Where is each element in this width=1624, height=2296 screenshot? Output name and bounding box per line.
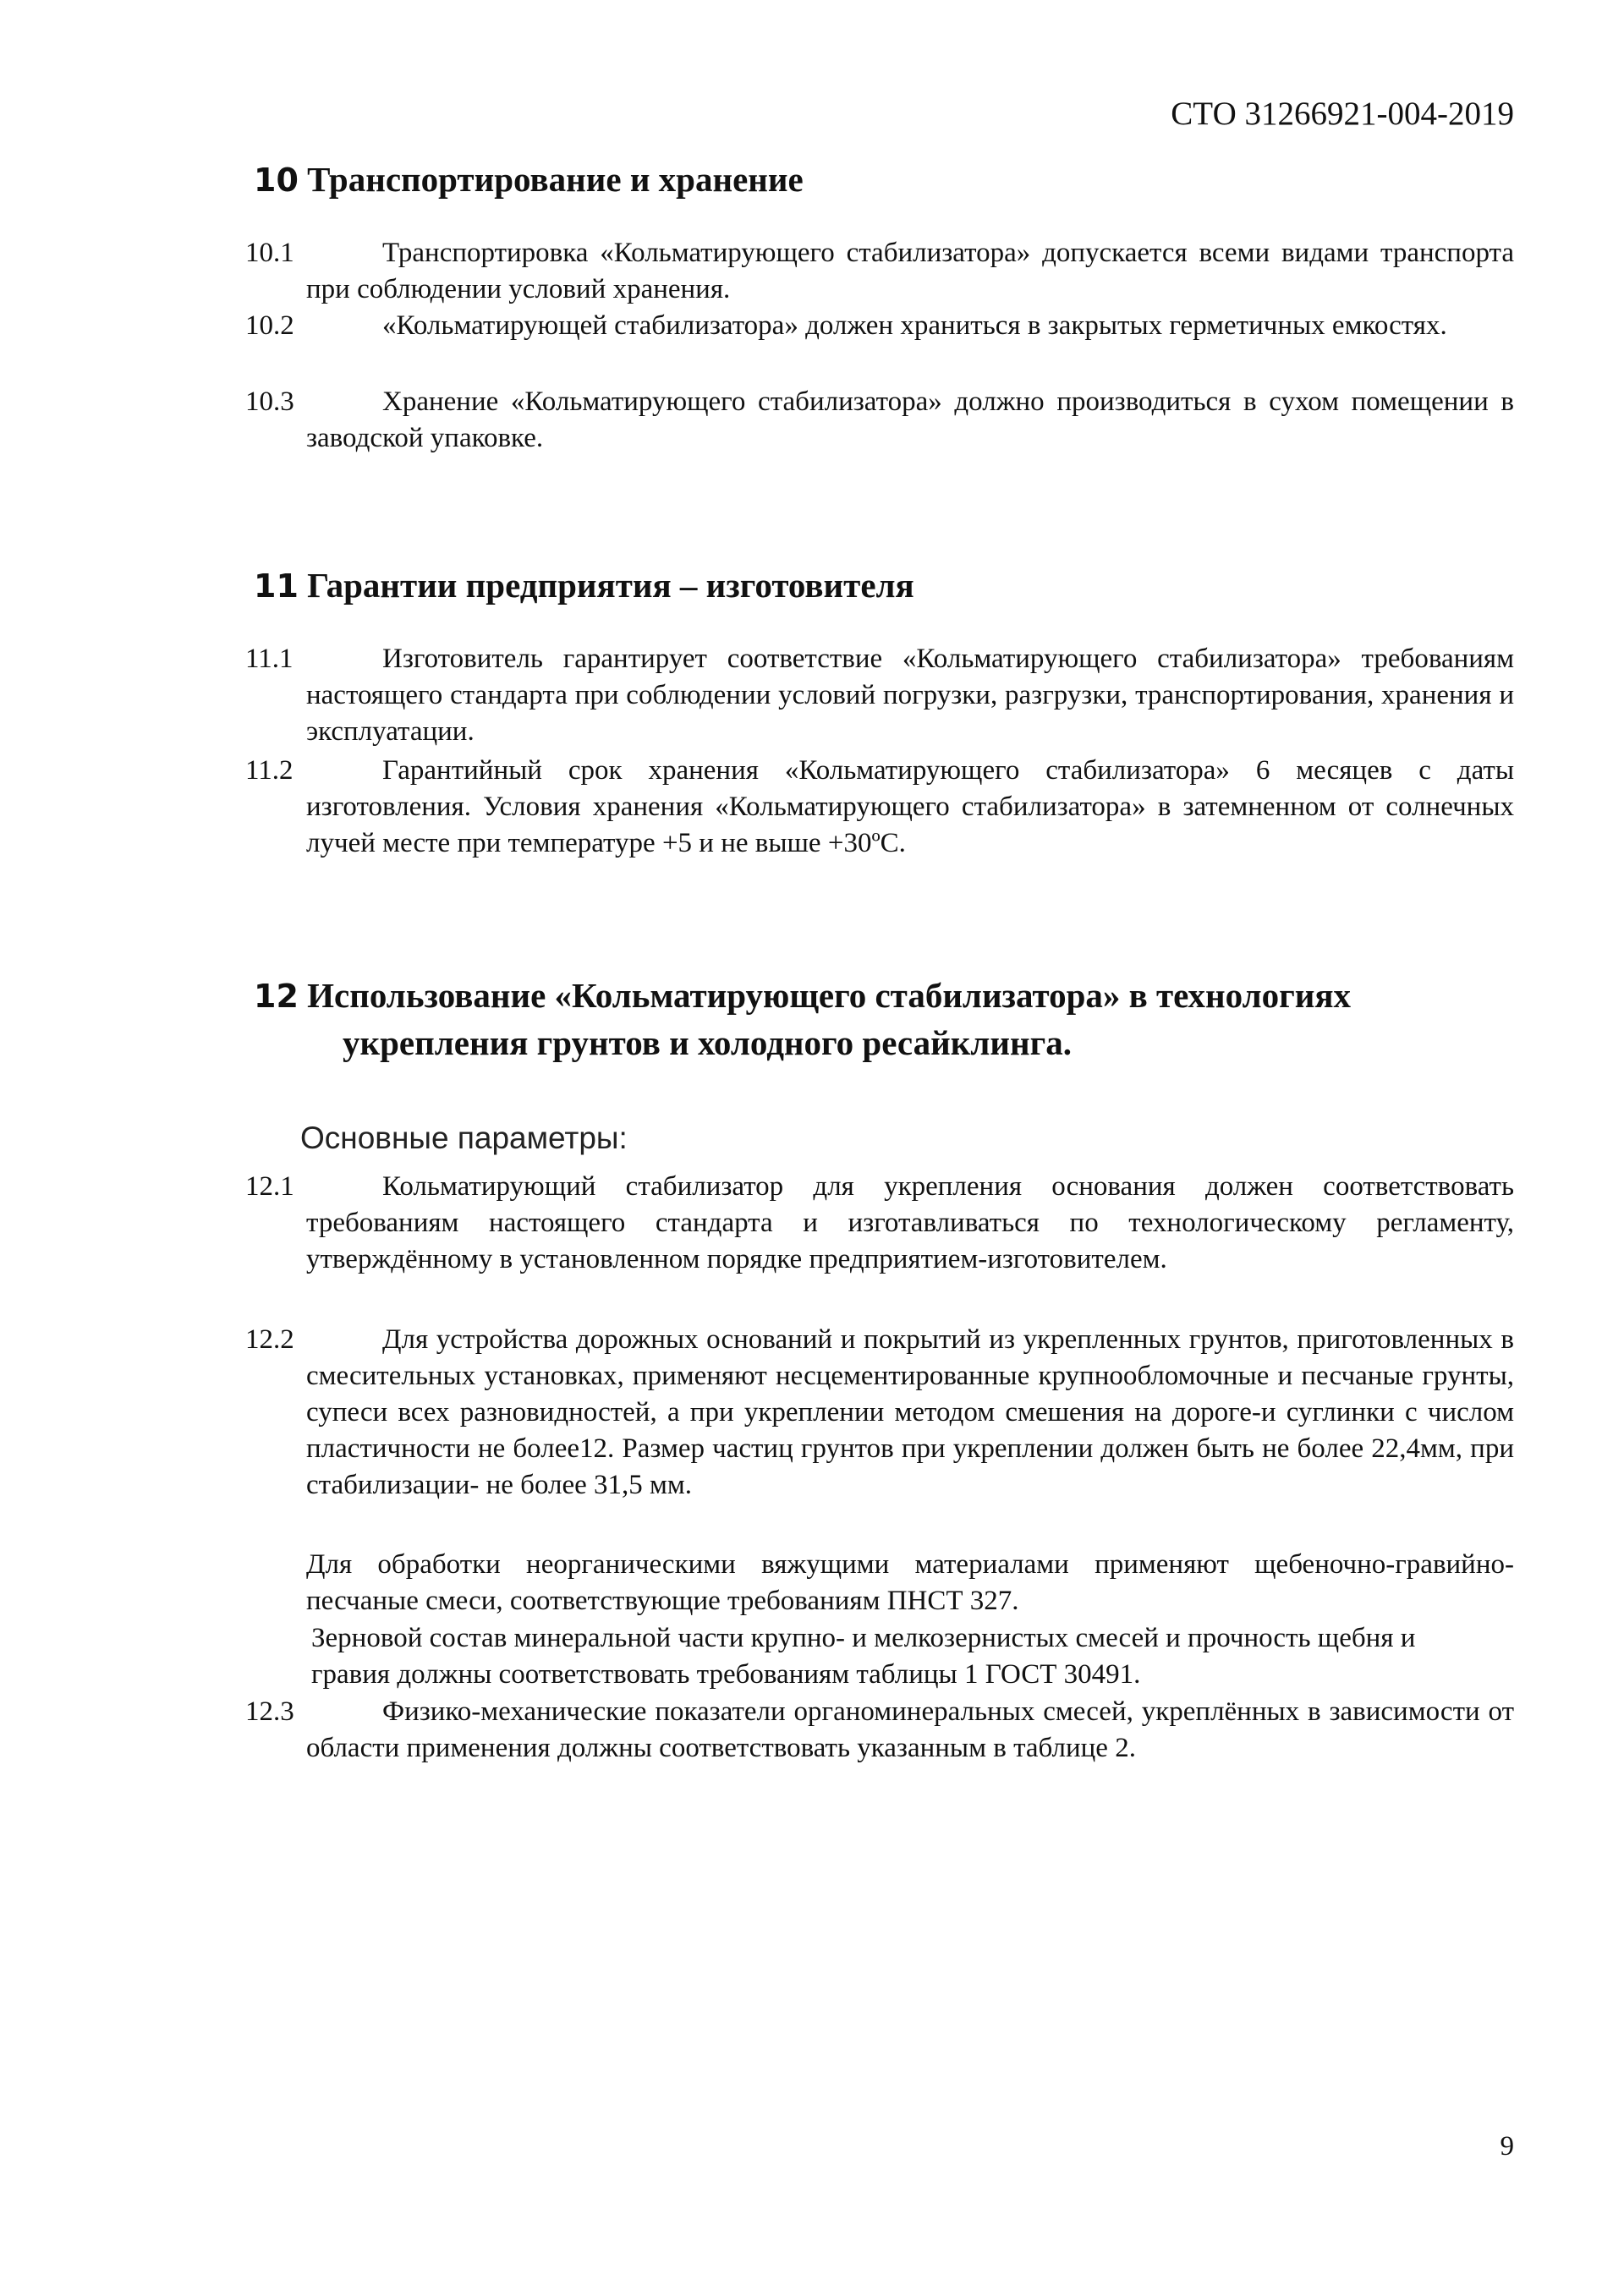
item-number: 10.2 bbox=[245, 310, 294, 341]
item-10-2 bbox=[245, 308, 1514, 344]
item-12-2 bbox=[245, 1322, 1514, 1504]
section-11-heading bbox=[254, 562, 914, 610]
item-12-3 bbox=[245, 1694, 1514, 1767]
document-code: СТО 31266921-004-2019 bbox=[1171, 96, 1514, 132]
item-number: 12.3 bbox=[245, 1696, 294, 1727]
item-number: 11.2 bbox=[245, 755, 294, 786]
item-11-1 bbox=[245, 641, 1514, 750]
section-10-heading bbox=[254, 156, 804, 204]
item-text: Транспортировка «Кольматирующего стабилизатора» допускается всеми видами транспорта при соблюдении условий хранения. bbox=[306, 238, 1514, 304]
item-text: Для устройства дорожных оснований и покрытий из укрепленных грунтов, приготовленных в смесительных установках, применяют несцементированные крупнообломочные и песчаные грунты, супеси всех разновидностей, а при укреплении методом смешения на дороге-и суглинки с числом пластичности не более12. Размер частиц грунтов при укреплении должен быть не более 22,4мм, при стабилизации- не более 31,5 мм. bbox=[306, 1324, 1514, 1500]
item-number: 10.3 bbox=[245, 386, 294, 417]
item-number: 10.1 bbox=[245, 238, 294, 268]
section-10-title: Транспортирование и хранение bbox=[307, 160, 804, 199]
paragraph-inorganic-binders: Для обработки неорганическими вяжущими материалами применяют щебеночно-гравийно-песчаные смеси, соответствующие требованиям ПНСТ 327. bbox=[306, 1549, 1514, 1616]
item-11-2 bbox=[245, 753, 1514, 862]
section-10-number: 10 bbox=[254, 162, 299, 199]
item-text: «Кольматирующей стабилизатора» должен храниться в закрытых герметичных емкостях. bbox=[382, 310, 1447, 341]
item-12-1 bbox=[245, 1169, 1514, 1278]
item-number: 11.1 bbox=[245, 644, 294, 674]
section-12-title-line1: Использование «Кольматирующего стабилизатора» в технологиях bbox=[307, 976, 1352, 1015]
section-12-title-line2: укрепления грунтов и холодного ресайклинга. bbox=[343, 1023, 1072, 1062]
section-12-number: 12 bbox=[254, 978, 299, 1015]
paragraph-grain-composition: Зерновой состав минеральной части крупно- и мелкозернистых смесей и прочность щебня и гравия должны соответствовать требованиям таблицы 1 ГОСТ 30491. bbox=[311, 1623, 1416, 1690]
section-12-heading bbox=[254, 973, 1351, 1066]
item-text: Физико-механические показатели органоминеральных смесей, укреплённых в зависимости от области применения должны соответствовать указанным в таблице 2. bbox=[306, 1696, 1514, 1763]
item-10-1 bbox=[245, 235, 1514, 308]
section-11-title: Гарантии предприятия – изготовителя bbox=[307, 566, 914, 605]
item-text: Изготовитель гарантирует соответствие «Кольматирующего стабилизатора» требованиям настоящего стандарта при соблюдении условий погрузки, разгрузки, транспортирования, хранения и эксплуатации. bbox=[306, 644, 1514, 747]
section-11-number: 11 bbox=[254, 567, 299, 605]
page-number: 9 bbox=[1500, 2131, 1514, 2162]
item-text: Кольматирующий стабилизатор для укрепления основания должен соответствовать требованиям настоящего стандарта и изготавливаться по технологическому регламенту, утверждённому в установленном порядке предприятием-изготовителем. bbox=[306, 1171, 1514, 1274]
item-text: Гарантийный срок хранения «Кольматирующего стабилизатора» 6 месяцев с даты изготовления. Условия хранения «Кольматирующего стабилизатора» в затемненном от солнечных лучей месте при температуре +5 и не выше +30ºС. bbox=[306, 755, 1514, 858]
item-text: Хранение «Кольматирующего стабилизатора» должно производиться в сухом помещении в заводской упаковке. bbox=[306, 386, 1514, 453]
item-number: 12.2 bbox=[245, 1324, 294, 1355]
item-10-3 bbox=[245, 384, 1514, 457]
item-number: 12.1 bbox=[245, 1171, 294, 1202]
subheading-main-parameters: Основные параметры: bbox=[300, 1121, 628, 1155]
